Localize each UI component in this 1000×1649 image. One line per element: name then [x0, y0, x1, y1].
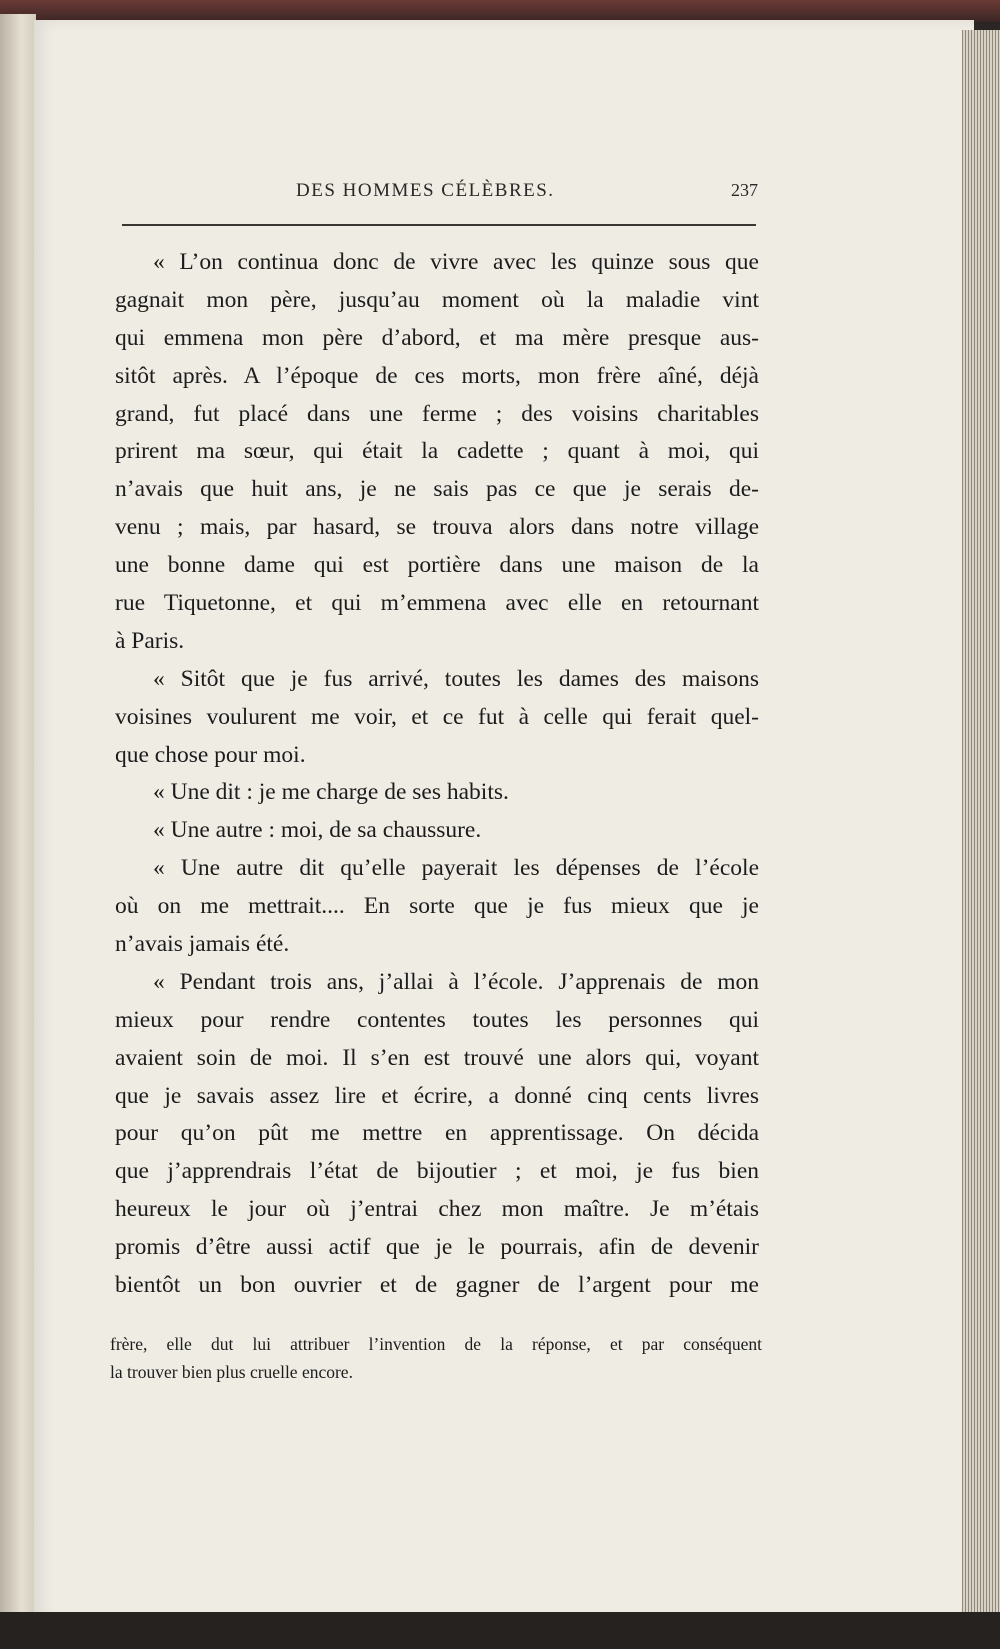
- text-line: « Une dit : je me charge de ses habits.: [153, 779, 509, 806]
- book-bottom-edge: [0, 1612, 1000, 1649]
- footnote-line: la trouver bien plus cruelle encore.: [110, 1362, 353, 1382]
- book-top-edge: [0, 0, 1000, 22]
- text-line: voisines voulurent me voir, et ce fut à celle qui ferait quel-: [115, 703, 759, 730]
- text-line: « Une autre dit qu’elle payerait les dépenses de l’école: [153, 855, 759, 882]
- text-line: à Paris.: [115, 627, 185, 654]
- text-line: « Sitôt que je fus arrivé, toutes les dames des maisons: [153, 665, 759, 692]
- text-line: que chose pour moi.: [115, 741, 306, 768]
- text-line: avaient soin de moi. Il s’en est trouvé une alors qui, voyant: [115, 1044, 759, 1071]
- page-number: 237: [731, 180, 758, 200]
- body-text: [115, 244, 759, 1305]
- text-line: « Une autre : moi, de sa chaussure.: [153, 817, 482, 844]
- text-line: pour qu’on pût me mettre en apprentissage. On décida: [115, 1120, 759, 1147]
- page-fore-edge: [962, 30, 1000, 1620]
- text-line: promis d’être aussi actif que je le pourrais, afin de devenir: [115, 1234, 759, 1261]
- text-line: prirent ma sœur, qui était la cadette ; quant à moi, qui: [115, 438, 759, 465]
- text-line: une bonne dame qui est portière dans une maison de la: [115, 552, 759, 579]
- running-title: DES HOMMES CÉLÈBRES.: [296, 180, 555, 201]
- facing-page-edge: [0, 14, 36, 1619]
- text-line: gagnait mon père, jusqu’au moment où la maladie vint: [115, 286, 759, 313]
- footnote: [110, 1330, 762, 1386]
- text-line: n’avais jamais été.: [115, 931, 290, 958]
- text-line: « Pendant trois ans, j’allai à l’école. J’apprenais de mon: [153, 968, 759, 995]
- text-line: mieux pour rendre contentes toutes les personnes qui: [115, 1006, 759, 1033]
- footnote-line: frère, elle dut lui attribuer l’invention de la réponse, et par conséquent: [110, 1334, 762, 1354]
- text-line: n’avais que huit ans, je ne sais pas ce que je serais de-: [115, 476, 759, 503]
- text-line: heureux le jour où j’entrai chez mon maître. Je m’étais: [115, 1196, 759, 1223]
- text-line: qui emmena mon père d’abord, et ma mère presque aus-: [115, 324, 759, 351]
- running-header: [118, 172, 758, 212]
- text-line: venu ; mais, par hasard, se trouva alors dans notre village: [115, 514, 759, 541]
- header-rule: [122, 224, 756, 226]
- text-line: où on me mettrait.... En sorte que je fus mieux que je: [115, 893, 759, 920]
- text-line: sitôt après. A l’époque de ces morts, mon frère aîné, déjà: [115, 362, 759, 389]
- text-line: « L’on continua donc de vivre avec les quinze sous que: [153, 249, 759, 275]
- text-line: bientôt un bon ouvrier et de gagner de l’argent pour me: [115, 1272, 759, 1299]
- text-line: grand, fut placé dans une ferme ; des voisins charitables: [115, 400, 759, 427]
- text-line: que j’apprendrais l’état de bijoutier ; et moi, je fus bien: [115, 1158, 759, 1185]
- text-line: que je savais assez lire et écrire, a donné cinq cents livres: [115, 1082, 759, 1109]
- text-line: rue Tiquetonne, et qui m’emmena avec elle en retournant: [115, 590, 759, 617]
